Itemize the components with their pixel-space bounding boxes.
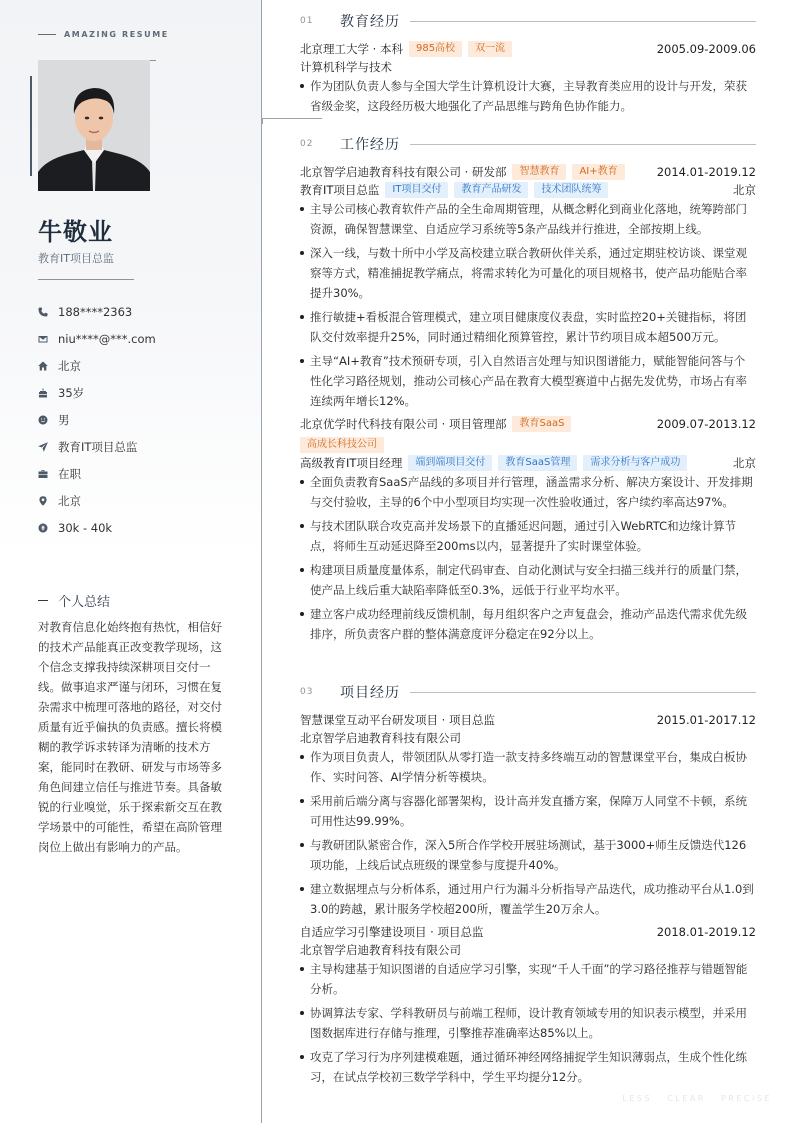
- list-item: 主导“AI+教育”技术预研专项，引入自然语言处理与知识图谱能力，赋能智能问答与个性化学习路径规划，推动公司核心产品在教育大模型赛道中占据先发优势，市场占有率连续两年增长12%。: [300, 351, 756, 411]
- company-name: 北京优学时代科技有限公司 · 项目管理部: [300, 417, 507, 431]
- list-item: 建立客户成功经理前线反馈机制，每月组织客户之声复盘会，推动产品迭代需求优先级排序，所负责客户群的整体满意度评分稳定在92分以上。: [300, 604, 756, 644]
- avatar-portrait: [38, 60, 150, 191]
- job-position: 教育IT项目总监: [300, 183, 380, 197]
- project-org-row: [300, 941, 756, 959]
- job-bullets: [300, 472, 756, 648]
- contact-gender: [38, 406, 156, 433]
- education-school-row: [300, 40, 756, 58]
- candidate-name: 牛敬业: [38, 218, 113, 246]
- section-number: 01: [300, 16, 314, 26]
- job-bullets: [300, 199, 756, 415]
- skill-tag: 教育产品研发: [454, 182, 528, 198]
- list-item: 全面负责教育SaaS产品线的多项目并行管理，涵盖需求分析、解决方案设计、开发排期与交付验收，主导的6个中小型项目均实现一次性验收通过，客户续约率高达97%。: [300, 472, 756, 512]
- skill-tag: 端到端项目交付: [408, 455, 492, 471]
- major: 计算机科学与技术: [300, 60, 392, 74]
- contact-text: 35岁: [58, 385, 85, 400]
- name-divider: [38, 279, 134, 280]
- education-major-row: [300, 58, 756, 76]
- contact-list: [38, 298, 156, 541]
- brand-divider: [38, 34, 56, 35]
- phone-icon: [38, 307, 48, 317]
- skill-tag: 需求分析与客户成功: [583, 455, 687, 471]
- job-location: 北京: [733, 456, 756, 470]
- footer-watermark: LESS · CLEAR · PRECISE: [622, 1094, 772, 1103]
- list-item: 深入一线，与数十所中小学及高校建立联合教研伙伴关系，通过定期驻校访谈、课堂观察等方式，精准捕捉教学痛点，将需求转化为可量化的项目规格书，使产品功能贴合率提升30%。: [300, 243, 756, 303]
- job-position-row: [300, 181, 756, 199]
- list-item: 与技术团队联合攻克高并发场景下的直播延迟问题，通过引入WebRTC和边缘计算节点，将师生互动延迟降至200ms以内，显著提升了实时课堂体验。: [300, 516, 756, 556]
- cake-icon: [38, 388, 48, 398]
- job-date: 2009.07-2013.12: [656, 417, 756, 431]
- list-item: 推行敏捷+看板混合管理模式，建立项目健康度仪表盘，实时监控20+关键指标，将团队交付效率提升25%，同时通过精细化预算管控，累计节约项目成本超500万元。: [300, 307, 756, 347]
- school-tag: 双一流: [468, 41, 512, 57]
- project-date: 2015.01-2017.12: [656, 713, 756, 727]
- summary-text: 对教育信息化始终抱有热忱，相信好的技术产品能真正改变教学现场，这个信念支撑我持续深耕项目交付一线。做事追求严谨与闭环，习惯在复杂需求中梳理可落地的路径，对交付质量有近乎偏执的负责感。擅长将模糊的教学诉求转译为清晰的技术方案，能同时在教研、研发与市场等多角色间建立信任与推进节奏。具备敏锐的行业嗅觉，乐于探索新交互在教学场景中的可能性，希望在高阶管理岗位上做出有影响力的产品。: [38, 620, 222, 854]
- company-name: 北京智学启迪教育科技有限公司 · 研发部: [300, 165, 507, 179]
- list-item: 采用前后端分离与容器化部署架构，设计高并发直播方案，保障万人同堂不卡顿，系统可用性达99.99%。: [300, 791, 756, 831]
- school-tag: 985高校: [409, 41, 462, 57]
- job-company-row: [300, 163, 756, 181]
- contact-text: 30k - 40k: [58, 520, 113, 535]
- education-section-header: [300, 11, 756, 31]
- section-number: 03: [300, 687, 314, 697]
- brand: [38, 30, 169, 39]
- section-number: 02: [300, 139, 314, 149]
- email-icon: [38, 334, 48, 344]
- section-rule: [410, 692, 756, 693]
- project-name-row: [300, 923, 756, 941]
- money-icon: [38, 523, 48, 533]
- company-tag: 高成长科技公司: [300, 437, 384, 453]
- job-company-tags-row: [300, 436, 756, 454]
- company-tag: 智慧教育: [512, 164, 566, 180]
- project-date: 2018.01-2019.12: [656, 925, 756, 939]
- job-position: 高级教育IT项目经理: [300, 456, 403, 470]
- list-item: 攻克了学习行为序列建模难题，通过循环神经网络捕捉学生知识薄弱点，生成个性化练习，在试点学校初三数学学科中，学生平均提分12分。: [300, 1047, 756, 1087]
- contact-text: 188****2363: [58, 304, 133, 319]
- company-tag: 教育SaaS: [512, 416, 571, 432]
- contact-location: [38, 487, 156, 514]
- project-org-row: [300, 729, 756, 747]
- contact-text: 教育IT项目总监: [58, 439, 138, 454]
- section-title: 项目经历: [340, 685, 400, 701]
- photo-accent-line: [30, 76, 32, 176]
- list-item: 作为团队负责人参与全国大学生计算机设计大赛，主导教育类应用的设计与开发，荣获省级金奖，这段经历极大地强化了产品思维与跨角色协作能力。: [300, 76, 756, 116]
- section-title: 工作经历: [340, 137, 400, 153]
- list-item: 主导公司核心教育软件产品的全生命周期管理，从概念孵化到商业化落地，统筹跨部门资源，确保智慧课堂、自适应学习系统等5条产品线并行推进，全部按期上线。: [300, 199, 756, 239]
- contact-email: [38, 325, 156, 352]
- skill-tag: IT项目交付: [385, 182, 448, 198]
- project-name: 智慧课堂互动平台研发项目 · 项目总监: [300, 713, 495, 727]
- candidate-role: 教育IT项目总监: [38, 252, 114, 265]
- contact-text: 男: [58, 412, 70, 427]
- contact-phone: [38, 298, 156, 325]
- summary-heading: [38, 591, 110, 610]
- list-item: 作为项目负责人，带领团队从零打造一款支持多终端互动的智慧课堂平台，集成白板协作、实时问答、AI学情分析等模块。: [300, 747, 756, 787]
- company-tag: AI+教育: [572, 164, 624, 180]
- section-connector-mark: [262, 118, 265, 124]
- summary-title: 个人总结: [58, 595, 111, 610]
- contact-age: [38, 379, 156, 406]
- avatar-frame: [38, 60, 150, 191]
- project-bullets: [300, 959, 756, 1091]
- education-date: 2005.09-2009.06: [656, 42, 756, 56]
- project-bullets: [300, 747, 756, 923]
- section-rule: [410, 144, 756, 145]
- brand-text: AMAZING RESUME: [64, 30, 169, 39]
- avatar: [38, 60, 150, 191]
- project-org: 北京智学启迪教育科技有限公司: [300, 731, 461, 745]
- skill-tag: 教育SaaS管理: [498, 455, 577, 471]
- contact-text: 北京: [58, 358, 81, 373]
- contact-text: 北京: [58, 493, 81, 508]
- sidebar: [0, 0, 262, 1123]
- contact-salary: [38, 514, 156, 541]
- contact-target-role: [38, 433, 156, 460]
- briefcase-icon: [38, 469, 48, 479]
- list-item: 协调算法专家、学科教研员与前端工程师，设计教育领域专用的知识表示模型，并采用图数据库进行存储与推理，引擎推荐准确率达85%以上。: [300, 1003, 756, 1043]
- job-position-row: [300, 454, 756, 472]
- list-item: 构建项目质量度量体系，制定代码审查、自动化测试与安全扫描三线并行的质量门禁，使产品上线后重大缺陷率降低至0.3%，远低于行业平均水平。: [300, 560, 756, 600]
- project-org: 北京智学启迪教育科技有限公司: [300, 943, 461, 957]
- section-title: 教育经历: [340, 14, 400, 30]
- send-icon: [38, 442, 48, 452]
- education-bullets: [300, 76, 756, 120]
- list-item: 主导构建基于知识图谱的自适应学习引擎，实现“千人千面”的学习路径推荐与错题智能分析。: [300, 959, 756, 999]
- skill-tag: 技术团队统筹: [534, 182, 608, 198]
- project-name-row: [300, 711, 756, 729]
- job-location: 北京: [733, 183, 756, 197]
- smile-icon: [38, 415, 48, 425]
- contact-status: [38, 460, 156, 487]
- contact-text: 在职: [58, 466, 81, 481]
- location-icon: [38, 496, 48, 506]
- projects-section-header: [300, 682, 756, 702]
- summary-dash: [38, 600, 48, 601]
- section-rule: [410, 21, 756, 22]
- project-name: 自适应学习引擎建设项目 · 项目总监: [300, 925, 484, 939]
- home-icon: [38, 361, 48, 371]
- work-section-header: [300, 134, 756, 154]
- list-item: 建立数据埋点与分析体系，通过用户行为漏斗分析指导产品迭代，成功推动平台从1.0到3.0的跨越，累计服务学校超200所，覆盖学生20万余人。: [300, 879, 756, 919]
- contact-home: [38, 352, 156, 379]
- contact-text: niu****@***.com: [58, 331, 156, 346]
- school-name: 北京理工大学 · 本科: [300, 42, 403, 56]
- job-company-row: [300, 415, 756, 433]
- list-item: 与教研团队紧密合作，深入5所合作学校开展驻场测试，基于3000+师生反馈迭代126项功能，上线后试点班级的课堂参与度提升40%。: [300, 835, 756, 875]
- job-date: 2014.01-2019.12: [656, 165, 756, 179]
